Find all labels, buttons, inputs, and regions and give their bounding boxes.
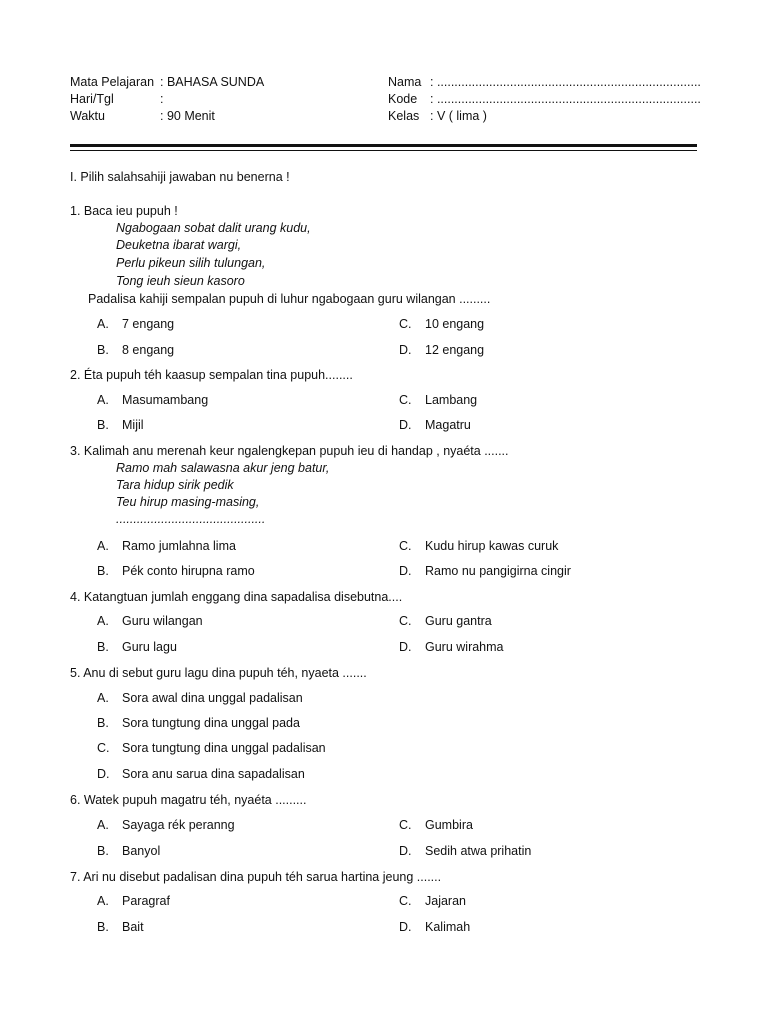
question-2: 2. Éta pupuh téh kaasup sempalan tina pupuh........ — [70, 368, 353, 382]
q1-poem-line-2: Deuketna ibarat wargi, — [116, 238, 242, 252]
q3-option-c: Kudu hirup kawas curuk — [425, 539, 559, 553]
q5-option-d: Sora anu sarua dina sapadalisan — [122, 767, 305, 781]
q6-option-a: Sayaga rék peranng — [122, 818, 235, 832]
question-1: 1. Baca ieu pupuh ! — [70, 204, 178, 218]
q2-option-d-letter: D. — [399, 418, 412, 432]
q1-option-c: 10 engang — [425, 317, 485, 331]
q5-option-a: Sora awal dina unggal padalisan — [122, 691, 303, 705]
q2-option-b-letter: B. — [97, 418, 109, 432]
q1-option-d-letter: D. — [399, 343, 412, 357]
header-divider-thin — [70, 150, 697, 151]
q5-option-a-letter: A. — [97, 691, 109, 705]
q2-option-c: Lambang — [425, 393, 478, 407]
q2-option-a-letter: A. — [97, 393, 109, 407]
question-6: 6. Watek pupuh magatru téh, nyaéta ......... — [70, 793, 307, 807]
q6-option-c: Gumbira — [425, 818, 473, 832]
question-5: 5. Anu di sebut guru lagu dina pupuh téh, nyaeta ....... — [70, 666, 367, 680]
kelas-value: : V ( lima ) — [430, 109, 487, 123]
q5-option-d-letter: D. — [97, 767, 110, 781]
q5-option-c-letter: C. — [97, 741, 110, 755]
q3-option-b: Pék conto hirupna ramo — [122, 564, 255, 578]
q3-option-c-letter: C. — [399, 539, 412, 553]
q3-option-d: Ramo nu pangigirna cingir — [425, 564, 571, 578]
q6-option-d-letter: D. — [399, 844, 412, 858]
q4-option-a: Guru wilangan — [122, 614, 203, 628]
hari-label: Hari/Tgl — [70, 92, 114, 106]
q6-option-a-letter: A. — [97, 818, 109, 832]
q7-option-d-letter: D. — [399, 920, 412, 934]
q5-option-c: Sora tungtung dina unggal padalisan — [122, 741, 326, 755]
waktu-value: : 90 Menit — [160, 109, 215, 123]
q1-option-a-letter: A. — [97, 317, 109, 331]
kelas-label: Kelas — [388, 109, 420, 123]
q2-option-a: Masumambang — [122, 393, 209, 407]
q4-option-a-letter: A. — [97, 614, 109, 628]
q5-option-b-letter: B. — [97, 716, 109, 730]
q7-option-c: Jajaran — [425, 894, 466, 908]
q3-poem-line-3: Teu hirup masing-masing, — [116, 495, 260, 509]
q3-option-a-letter: A. — [97, 539, 109, 553]
q1-option-b: 8 engang — [122, 343, 175, 357]
question-4: 4. Katangtuan jumlah enggang dina sapadalisa disebutna.... — [70, 590, 403, 604]
q1-prompt: Padalisa kahiji sempalan pupuh di luhur ngabogaan guru wilangan ......... — [88, 292, 491, 306]
q7-option-d: Kalimah — [425, 920, 471, 934]
q1-option-d: 12 engang — [425, 343, 485, 357]
q1-option-b-letter: B. — [97, 343, 109, 357]
header-divider-thick — [70, 144, 697, 147]
q3-option-a: Ramo jumlahna lima — [122, 539, 236, 553]
q2-option-d: Magatru — [425, 418, 471, 432]
q1-option-a: 7 engang — [122, 317, 175, 331]
q4-option-b: Guru lagu — [122, 640, 177, 654]
kode-value: : ............................................................................ — [430, 92, 701, 106]
q4-option-d-letter: D. — [399, 640, 412, 654]
q4-option-b-letter: B. — [97, 640, 109, 654]
q3-poem-line-4: ........................................... — [116, 512, 266, 526]
waktu-label: Waktu — [70, 109, 105, 123]
q2-option-b: Mijil — [122, 418, 144, 432]
q2-option-c-letter: C. — [399, 393, 412, 407]
q3-option-d-letter: D. — [399, 564, 412, 578]
question-3: 3. Kalimah anu merenah keur ngalengkepan pupuh ieu di handap , nyaéta ....... — [70, 444, 509, 458]
q3-poem-line-2: Tara hidup sirik pedik — [116, 478, 234, 492]
mata-pelajaran-value: : BAHASA SUNDA — [160, 75, 265, 89]
q6-option-b: Banyol — [122, 844, 161, 858]
q4-option-c: Guru gantra — [425, 614, 492, 628]
q7-option-a-letter: A. — [97, 894, 109, 908]
q7-option-c-letter: C. — [399, 894, 412, 908]
hari-value: : — [160, 92, 164, 106]
q1-poem-line-1: Ngabogaan sobat dalit urang kudu, — [116, 221, 311, 235]
q1-option-c-letter: C. — [399, 317, 412, 331]
q3-poem-line-1: Ramo mah salawasna akur jeng batur, — [116, 461, 330, 475]
kode-label: Kode — [388, 92, 418, 106]
q7-option-a: Paragraf — [122, 894, 170, 908]
q5-option-b: Sora tungtung dina unggal pada — [122, 716, 300, 730]
mata-pelajaran-label: Mata Pelajaran — [70, 75, 155, 89]
question-7: 7. Ari nu disebut padalisan dina pupuh téh sarua hartina jeung ....... — [70, 870, 442, 884]
q1-poem-line-3: Perlu pikeun silih tulungan, — [116, 256, 266, 270]
nama-label: Nama — [388, 75, 422, 89]
q6-option-c-letter: C. — [399, 818, 412, 832]
nama-value: : ............................................................................ — [430, 75, 701, 89]
q1-poem-line-4: Tong ieuh sieun kasoro — [116, 274, 245, 288]
q6-option-d: Sedih atwa prihatin — [425, 844, 532, 858]
q4-option-d: Guru wirahma — [425, 640, 504, 654]
q3-option-b-letter: B. — [97, 564, 109, 578]
q7-option-b-letter: B. — [97, 920, 109, 934]
q6-option-b-letter: B. — [97, 844, 109, 858]
q7-option-b: Bait — [122, 920, 144, 934]
section-title: I. Pilih salahsahiji jawaban nu benerna ! — [70, 170, 290, 184]
q4-option-c-letter: C. — [399, 614, 412, 628]
